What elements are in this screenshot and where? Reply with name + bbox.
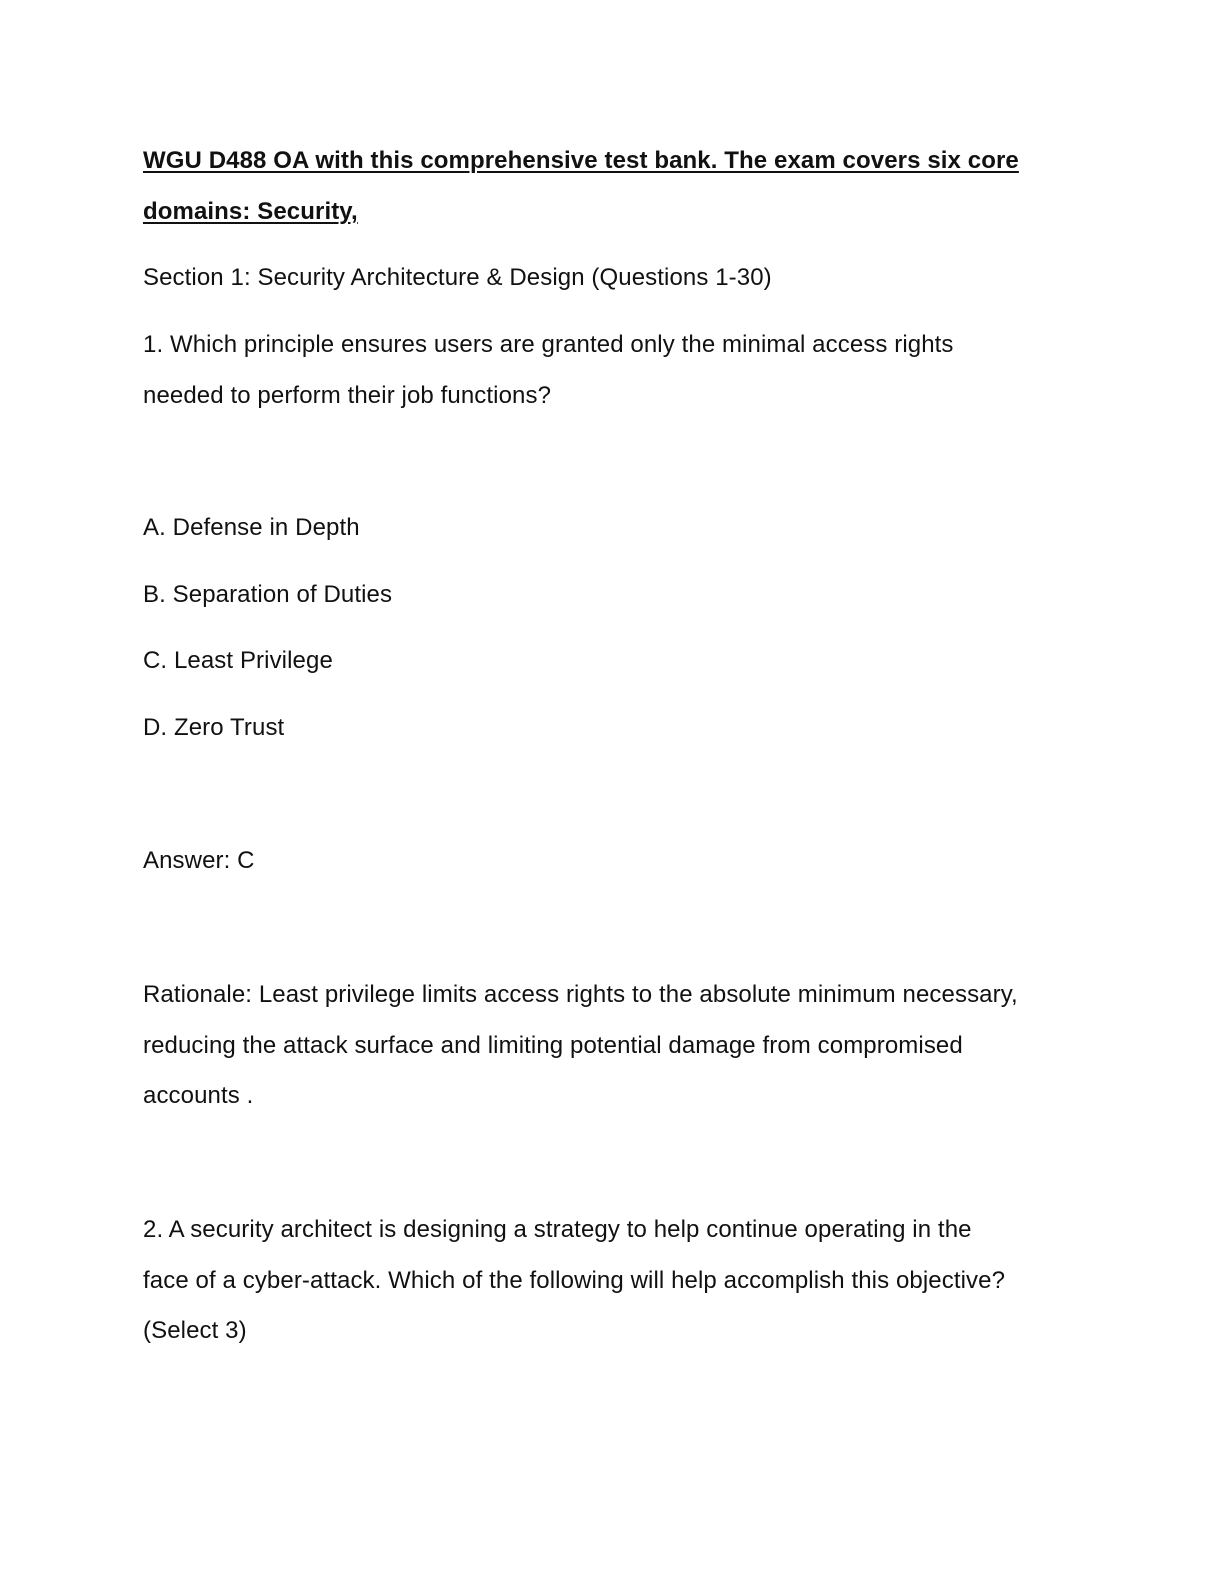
question-1-rationale-line-3: accounts . — [143, 1082, 254, 1109]
question-1-answer: Answer: C — [143, 847, 255, 874]
question-2-text-line-3: (Select 3) — [143, 1317, 247, 1344]
question-2-text-line-2: face of a cyber-attack. Which of the following will help accomplish this objective? — [143, 1267, 1006, 1294]
question-1-text-line-2: needed to perform their job functions? — [143, 382, 552, 409]
question-1-rationale-line-1: Rationale: Least privilege limits access rights to the absolute minimum necessary, — [143, 981, 1018, 1008]
question-1-rationale-line-2: reducing the attack surface and limiting potential damage from compromised — [143, 1032, 963, 1059]
document-title-line-2: domains: Security, — [143, 198, 358, 225]
question-1-option-b: B. Separation of Duties — [143, 581, 393, 608]
document-title-line-1: WGU D488 OA with this comprehensive test bank. The exam covers six core — [143, 147, 1019, 174]
question-1-option-d: D. Zero Trust — [143, 714, 285, 741]
question-2-text-line-1: 2. A security architect is designing a strategy to help continue operating in the — [143, 1216, 972, 1243]
question-1-text-line-1: 1. Which principle ensures users are granted only the minimal access rights — [143, 331, 954, 358]
section-heading: Section 1: Security Architecture & Design (Questions 1-30) — [143, 264, 772, 291]
question-1-option-c: C. Least Privilege — [143, 647, 333, 674]
question-1-option-a: A. Defense in Depth — [143, 514, 360, 541]
